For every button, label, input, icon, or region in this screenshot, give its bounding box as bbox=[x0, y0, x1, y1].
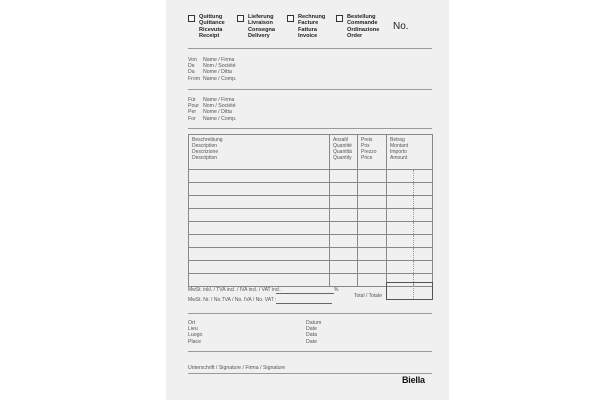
date-field[interactable]: Datum Date Data Date bbox=[306, 320, 322, 345]
description-cell[interactable] bbox=[189, 209, 330, 222]
price-cell[interactable] bbox=[358, 274, 387, 287]
checkbox-delivery[interactable] bbox=[237, 15, 244, 22]
divider bbox=[188, 351, 432, 352]
table-row bbox=[189, 235, 433, 248]
amount-cell[interactable] bbox=[387, 222, 433, 235]
checkbox-receipt[interactable] bbox=[188, 15, 195, 22]
price-cell[interactable] bbox=[358, 248, 387, 261]
table-header-row bbox=[189, 135, 433, 170]
vat-number-field[interactable] bbox=[276, 303, 332, 304]
vat-percent-sign: % bbox=[334, 287, 339, 293]
option-order[interactable] bbox=[336, 14, 379, 40]
option-receipt-label: Quittung Quittance Ricevuta Receipt bbox=[199, 14, 225, 40]
option-invoice-label: Rechnung Facture Fattura Invoice bbox=[298, 14, 326, 40]
quantity-cell[interactable] bbox=[330, 209, 358, 222]
for-address-block[interactable]: Für Name / Firma Pour Nom / Société Per Nome / Ditta For Name / Comp. bbox=[188, 97, 237, 122]
signature-line[interactable] bbox=[188, 373, 432, 374]
quantity-cell[interactable] bbox=[330, 235, 358, 248]
price-cell[interactable] bbox=[358, 183, 387, 196]
amount-cell[interactable] bbox=[387, 261, 433, 274]
description-cell[interactable] bbox=[189, 196, 330, 209]
divider bbox=[188, 48, 432, 49]
table-row bbox=[189, 196, 433, 209]
table-row bbox=[189, 261, 433, 274]
divider bbox=[188, 128, 432, 129]
price-cell[interactable] bbox=[358, 261, 387, 274]
price-cell[interactable] bbox=[358, 170, 387, 183]
description-cell[interactable] bbox=[189, 248, 330, 261]
amount-cell[interactable] bbox=[387, 170, 433, 183]
table-row bbox=[189, 248, 433, 261]
option-order-label: Bestellung Commande Ordinazione Order bbox=[347, 14, 380, 40]
vat-rate-field[interactable] bbox=[276, 293, 334, 294]
option-invoice[interactable] bbox=[287, 14, 325, 40]
description-cell[interactable] bbox=[189, 183, 330, 196]
table-row bbox=[189, 183, 433, 196]
column-header-price: Preis Prix Prezzo Price bbox=[358, 135, 387, 170]
option-receipt[interactable] bbox=[188, 14, 225, 40]
invoice-form-page bbox=[166, 0, 449, 400]
price-cell[interactable] bbox=[358, 209, 387, 222]
total-field[interactable] bbox=[386, 282, 433, 300]
from-address-block[interactable]: Von Name / Firma De Nom / Société Da Nome / Ditta From Name / Comp. bbox=[188, 57, 237, 82]
description-cell[interactable] bbox=[189, 170, 330, 183]
description-cell[interactable] bbox=[189, 274, 330, 287]
checkbox-invoice[interactable] bbox=[287, 15, 294, 22]
price-cell[interactable] bbox=[358, 222, 387, 235]
price-cell[interactable] bbox=[358, 196, 387, 209]
column-header-quantity: Anzahl Quantité Quantità Quantity bbox=[330, 135, 358, 170]
option-delivery-label: Lieferung Livraison Consegna Delivery bbox=[248, 14, 276, 40]
line-items-table bbox=[188, 134, 433, 287]
column-header-description: Beschreibung Description Descrizione Description bbox=[189, 135, 330, 170]
description-cell[interactable] bbox=[189, 235, 330, 248]
column-header-amount: Betrag Montant Importo Amount bbox=[387, 135, 433, 170]
brand-logo: Biella bbox=[402, 375, 425, 385]
table-row bbox=[189, 209, 433, 222]
description-cell[interactable] bbox=[189, 222, 330, 235]
amount-cell[interactable] bbox=[387, 235, 433, 248]
document-number-label: No. bbox=[393, 21, 409, 32]
total-label: Total / Totale bbox=[354, 293, 382, 299]
vat-included-label: MwSt. inkl. / TVA incl. / IVA incl. / VAT incl. bbox=[188, 287, 281, 293]
checkbox-order[interactable] bbox=[336, 15, 343, 22]
amount-cell[interactable] bbox=[387, 209, 433, 222]
divider bbox=[188, 89, 432, 90]
table-row bbox=[189, 222, 433, 235]
signature-label: Unterschrift / Signature / Firma / Signature bbox=[188, 365, 286, 371]
quantity-cell[interactable] bbox=[330, 274, 358, 287]
quantity-cell[interactable] bbox=[330, 261, 358, 274]
quantity-cell[interactable] bbox=[330, 196, 358, 209]
option-delivery[interactable] bbox=[237, 14, 275, 40]
table-row bbox=[189, 170, 433, 183]
amount-cell[interactable] bbox=[387, 248, 433, 261]
quantity-cell[interactable] bbox=[330, 248, 358, 261]
place-field[interactable]: Ort Lieu Luogo Place bbox=[188, 320, 203, 345]
quantity-cell[interactable] bbox=[330, 183, 358, 196]
vat-number-label: MwSt. Nr. / No.TVA / No. IVA / No. VAT : bbox=[188, 297, 277, 303]
amount-cell[interactable] bbox=[387, 183, 433, 196]
quantity-cell[interactable] bbox=[330, 170, 358, 183]
price-cell[interactable] bbox=[358, 235, 387, 248]
amount-cell[interactable] bbox=[387, 196, 433, 209]
divider bbox=[188, 313, 432, 314]
quantity-cell[interactable] bbox=[330, 222, 358, 235]
description-cell[interactable] bbox=[189, 261, 330, 274]
